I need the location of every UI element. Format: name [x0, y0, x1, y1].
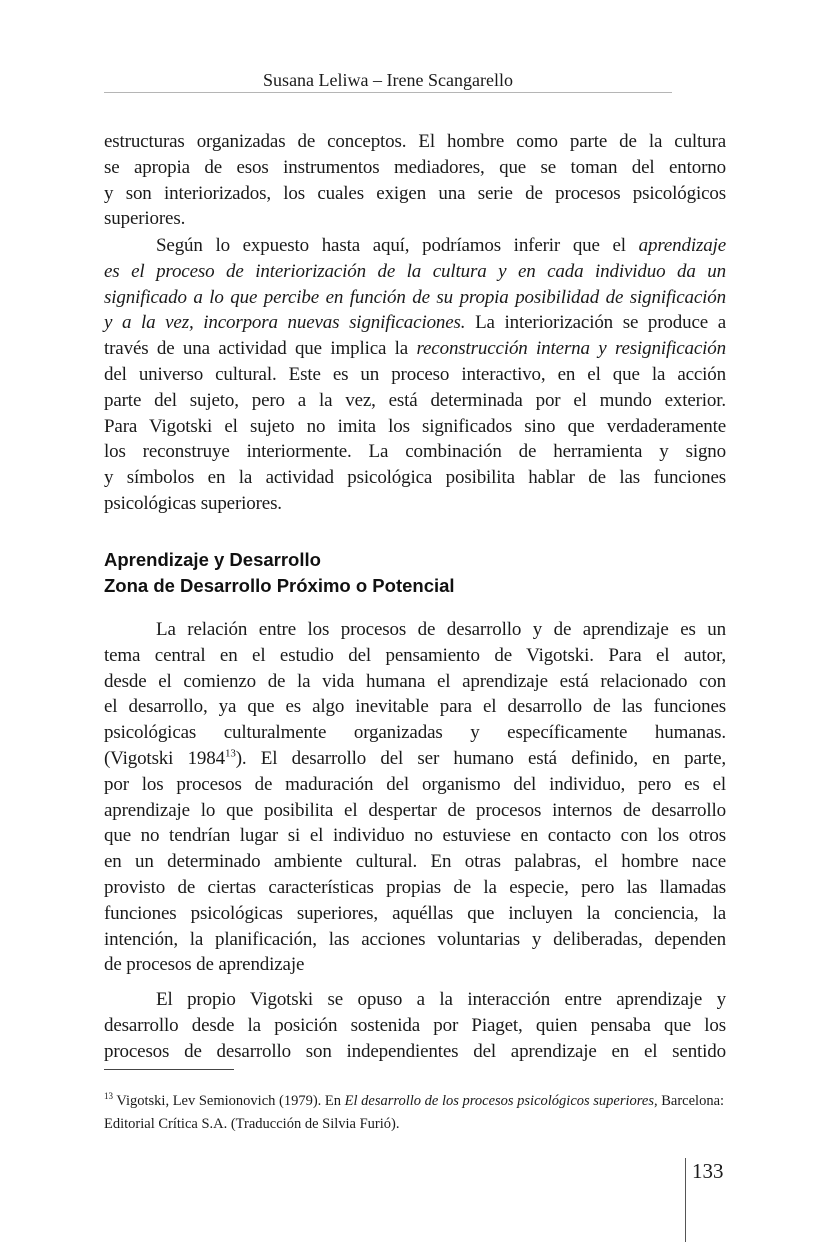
text-run: , Barcelona:: [653, 1093, 725, 1109]
text-run: Editorial Crítica S.A. (Traducción de Silvia Furió).: [104, 1116, 400, 1132]
text-run: por los procesos de maduración del organismo del individuo, pero es el: [104, 773, 726, 795]
text-line: [104, 336, 726, 362]
section-heading: [104, 547, 455, 599]
text-run: los reconstruye interiormente. La combinación de herramienta y signo: [104, 441, 726, 463]
text-run: El propio Vigotski se opuso a la interacción entre aprendizaje y: [156, 989, 726, 1010]
header-divider: [104, 92, 672, 93]
text-line: [104, 233, 726, 259]
text-run: través de una actividad que implica la: [104, 338, 417, 360]
italic-text: significado a lo que percibe en función de su propia posibilidad de significación: [104, 286, 726, 308]
text-run: en un determinado ambiente cultural. En otras palabras, el hombre nace: [104, 851, 726, 873]
text-line: [104, 669, 726, 695]
text-line: [104, 465, 726, 491]
running-header: Susana Leliwa – Irene Scangarello: [263, 70, 513, 90]
text-run: Según lo expuesto hasta aquí, podríamos inferir que el: [156, 235, 639, 256]
text-run: tema central en el estudio del pensamiento de Vigotski. Para el autor,: [104, 644, 726, 666]
text-run: que no tendrían lugar si el individuo no estuviese en contacto con los otros: [104, 825, 726, 847]
text-run: psicológicas superiores.: [104, 492, 282, 514]
text-line: [104, 746, 726, 772]
text-line: [104, 285, 726, 311]
text-run: del universo cultural. Este es un proceso interactivo, en el que la acción: [104, 363, 726, 385]
text-line: [104, 181, 726, 207]
section-heading-line-2: Zona de Desarrollo Próximo o Potencial: [104, 575, 455, 596]
text-line: [104, 720, 726, 746]
text-line: [104, 362, 726, 388]
paragraph-3: [104, 617, 726, 978]
text-run: y símbolos en la actividad psicológica posibilita hablar de las funciones: [104, 467, 726, 489]
text-line: [104, 772, 726, 798]
footnote-line: [104, 1090, 726, 1113]
text-line: [104, 206, 726, 232]
text-line: [104, 823, 726, 849]
footnote-marker: 13: [104, 1091, 113, 1102]
italic-text: es el proceso de interiorización de la cultura y en cada individuo da un: [104, 260, 726, 282]
text-line: [104, 927, 726, 953]
text-run: estructuras organizadas de conceptos. El hombre como parte de la cultura: [104, 131, 726, 152]
text-line: [104, 849, 726, 875]
text-run: procesos de desarrollo son independientes del aprendizaje en el sentido: [104, 1040, 726, 1062]
text-run: La interiorización se produce a: [465, 312, 726, 334]
paragraph-1: [104, 129, 726, 232]
footnote-reference: 13: [224, 747, 236, 760]
text-line: [104, 694, 726, 720]
text-run: psicológicas culturalmente organizadas y específicamente humanas.: [104, 722, 726, 744]
text-run: (Vigotski 1984: [104, 747, 225, 769]
text-line: [104, 414, 726, 440]
text-line: [104, 491, 726, 517]
text-run: desde el comienzo de la vida humana el aprendizaje está relacionado con: [104, 670, 726, 692]
text-line: [104, 987, 726, 1013]
text-run: La relación entre los procesos de desarrollo y de aprendizaje es un: [156, 619, 726, 640]
text-run: Vigotski, Lev Semionovich (1979). En: [113, 1093, 345, 1109]
text-run: provisto de ciertas características propias de la especie, pero las llamadas: [104, 876, 726, 898]
footnote: [104, 1090, 726, 1136]
italic-text: reconstrucción interna y resignificación: [416, 338, 726, 360]
text-run: parte del sujeto, pero a la vez, está determinada por el mundo exterior.: [104, 389, 726, 411]
paragraph-2: [104, 233, 726, 517]
text-run: Para Vigotski el sujeto no imita los significados sino que verdaderamente: [104, 415, 726, 437]
italic-text: aprendizaje: [638, 235, 726, 256]
page-number-rule: [685, 1158, 686, 1242]
text-line: [104, 643, 726, 669]
text-run: ). El desarrollo del ser humano está definido, en parte,: [235, 747, 726, 769]
text-line: [104, 439, 726, 465]
page-number: 133: [692, 1159, 724, 1183]
text-run: funciones psicológicas superiores, aquéllas que incluyen la conciencia, la: [104, 902, 726, 924]
text-line: [104, 875, 726, 901]
text-run: aprendizaje lo que posibilita el despertar de procesos internos de desarrollo: [104, 799, 726, 821]
text-line: [104, 952, 726, 978]
text-line: [104, 617, 726, 643]
italic-text: y a la vez, incorpora nuevas significaciones.: [104, 312, 466, 334]
section-heading-line-1: Aprendizaje y Desarrollo: [104, 549, 321, 570]
text-run: y son interiorizados, los cuales exigen una serie de procesos psicológicos: [104, 182, 726, 204]
footnote-divider: [104, 1069, 234, 1070]
text-run: de procesos de aprendizaje: [104, 954, 305, 976]
text-run: desarrollo desde la posición sostenida por Piaget, quien pensaba que los: [104, 1014, 726, 1036]
text-run: superiores.: [104, 208, 186, 230]
text-line: [104, 798, 726, 824]
text-line: [104, 310, 726, 336]
footnote-line: [104, 1113, 726, 1136]
text-line: [104, 1039, 726, 1065]
text-run: se apropia de esos instrumentos mediadores, que se toman del entorno: [104, 156, 726, 178]
paragraph-4: [104, 987, 726, 1064]
text-line: [104, 155, 726, 181]
italic-text: El desarrollo de los procesos psicológicos superiores: [344, 1093, 654, 1109]
text-line: [104, 388, 726, 414]
text-line: [104, 1013, 726, 1039]
text-line: [104, 901, 726, 927]
text-line: [104, 259, 726, 285]
text-run: el desarrollo, ya que es algo inevitable para el desarrollo de las funciones: [104, 696, 726, 718]
text-run: intención, la planificación, las acciones voluntarias y deliberadas, dependen: [104, 928, 726, 950]
text-line: [104, 129, 726, 155]
